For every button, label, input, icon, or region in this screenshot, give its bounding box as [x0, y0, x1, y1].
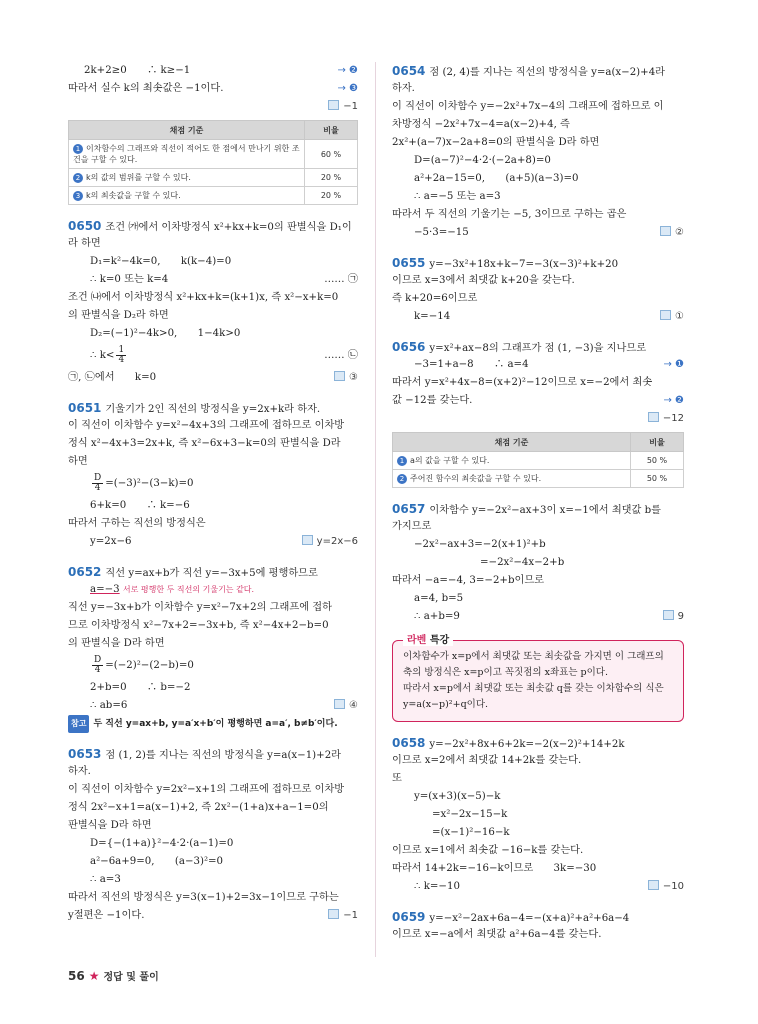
- problem-number: 0656: [392, 340, 426, 354]
- text-line: 6+k=0 ∴ k=−6: [90, 500, 190, 511]
- text-line: D={−(1+a)}²−4·2·(a−1)=0: [90, 838, 234, 849]
- text-line: 따라서 −a=−4, 3=−2+b이므로: [392, 575, 545, 586]
- text-line: $\frac{D}{4}$ =(−3)²−(3−k)=0: [94, 472, 194, 493]
- problem-0655: 0655 y=−3x²+18x+k−7=−3(x−3)²+k+20: [392, 256, 619, 270]
- answer-badge: 9: [663, 608, 684, 626]
- text-line: 따라서 실수 k의 최솟값은 −1이다. → ❸: [68, 80, 358, 98]
- table-row: 1 a의 값을 구할 수 있다. 50 %: [393, 452, 684, 470]
- answer-badge: −10: [648, 878, 684, 896]
- text-line: k=−14 ①: [392, 308, 684, 326]
- answer-icon: [334, 371, 345, 381]
- text-line: 이 직선이 이차함수 y=2x²−x+1의 그래프에 접하므로 이차방: [68, 784, 345, 795]
- problem-0654: 0654 점 (2, 4)를 지나는 직선의 방정식을 y=a(x−2)+4라: [392, 64, 666, 78]
- text-line: ∴ k< $\frac{1}{4}$ …… ㉡: [68, 343, 358, 369]
- scoring-table: [392, 432, 684, 488]
- text-line: ∴ a=−5 또는 a=3: [414, 191, 501, 202]
- step-marker: → ❷: [663, 395, 684, 406]
- text-line: −2x²−ax+3=−2(x+1)²+b: [414, 539, 546, 550]
- answer-badge: −1: [328, 98, 358, 116]
- text-line: 차방정식 −2x²+7x−4=a(x−2)+4, 즉: [392, 119, 570, 130]
- text-line: a²−6a+9=0, (a−3)²=0: [90, 856, 224, 867]
- answer-icon: [660, 310, 671, 320]
- equation-tag: …… ㉡: [324, 350, 358, 361]
- text-line: ∴ k=−10 −10: [392, 878, 684, 896]
- problem-number: 0652: [68, 565, 102, 579]
- text-line: −5·3=−15 ②: [392, 224, 684, 242]
- text-line: 따라서 14+2k=−16−k이므로 3k=−30: [392, 863, 597, 874]
- text-line: 따라서 구하는 직선의 방정식은: [68, 518, 206, 529]
- tip-line: y=a(x−p)²+q이다.: [403, 699, 489, 710]
- scoring-table: [68, 120, 358, 205]
- table-row: 2 k의 값의 범위를 구할 수 있다. 20 %: [69, 169, 358, 187]
- text-line: y절편은 −1이다. −1: [68, 907, 358, 925]
- text-line: 이므로 x=−a에서 최댓값 a²+6a−4를 갖는다.: [392, 929, 602, 940]
- answer-badge: ③: [334, 369, 358, 387]
- text-line: ∴ a+b=9 9: [392, 608, 684, 626]
- text-line: 정식 x²−4x+3=2x+k, 즉 x²−6x+3−k=0의 판별식을 D라: [68, 438, 341, 449]
- text-line: 하자.: [392, 83, 415, 94]
- text-line: y=2x−6 y=2x−6: [68, 533, 358, 551]
- text-line: a=−3 서로 평행한 두 직선의 기울기는 같다.: [90, 584, 255, 595]
- problem-0651: 0651 기울기가 2인 직선의 방정식을 y=2x+k라 하자.: [68, 401, 321, 415]
- step-marker: → ❶: [663, 359, 684, 370]
- answer-icon: [648, 412, 659, 422]
- reference-tag: 참고: [68, 715, 89, 733]
- text-line: a²+2a−15=0, (a+5)(a−3)=0: [414, 173, 579, 184]
- side-note: 서로 평행한 두 직선의 기울기는 같다.: [122, 585, 255, 594]
- fraction: $\frac{D}{4}$: [94, 654, 102, 675]
- equation-tag: …… ㉠: [324, 274, 358, 285]
- answer-icon: [328, 909, 339, 919]
- text-line: ∴ a=3: [90, 874, 121, 885]
- fraction: $\frac{1}{4}$: [118, 344, 125, 365]
- text-line: =−2x²−4x−2+b: [480, 557, 565, 568]
- answer-badge: ①: [660, 308, 684, 326]
- fraction: $\frac{D}{4}$: [94, 472, 102, 493]
- text-line: $\frac{D}{4}$ =(−2)²−(2−b)=0: [94, 654, 194, 675]
- answer-line: [68, 98, 358, 116]
- page-number: 56: [68, 969, 85, 983]
- problem-0653: 0653 점 (1, 2)를 지나는 직선의 방정식을 y=a(x−1)+2라: [68, 747, 342, 761]
- text-line: y=(x+3)(x−5)−k: [414, 791, 501, 802]
- text-line: =x²−2x−15−k: [432, 809, 508, 820]
- step-marker: → ❸: [337, 83, 358, 94]
- text-line: 2x²+(a−7)x−2a+8=0의 판별식을 D라 하면: [392, 137, 600, 148]
- problem-number: 0654: [392, 64, 426, 78]
- text-line: =(x−1)²−16−k: [432, 827, 510, 838]
- column-divider: [375, 62, 376, 957]
- answer-badge: ④: [334, 697, 358, 715]
- text-line: 의 판별식을 D₂라 하면: [68, 310, 169, 321]
- table-row: 1 이차함수의 그래프와 직선이 적어도 한 점에서 만나기 위한 조건을 구할 수 있다. 60 %: [69, 140, 358, 169]
- problem-number: 0650: [68, 219, 102, 233]
- table-header: 채점 기준: [393, 433, 631, 452]
- problem-number: 0659: [392, 910, 426, 924]
- answer-badge: −1: [328, 907, 358, 925]
- text-line: 따라서 두 직선의 기울기는 −5, 3이므로 구하는 곱은: [392, 209, 627, 220]
- problem-0657: 0657 이차함수 y=−2x²−ax+3이 x=−1에서 최댓값 b를: [392, 502, 661, 516]
- text-line: ∴ k=0 또는 k=4 …… ㉠: [68, 271, 358, 289]
- circle-number-icon: 2: [397, 474, 407, 484]
- step-marker: → ❷: [337, 65, 358, 76]
- text-line: 하면: [68, 456, 88, 467]
- tip-title: 라벤 특강: [403, 631, 453, 646]
- text-line: 판별식을 D라 하면: [68, 820, 152, 831]
- answer-icon: [663, 610, 674, 620]
- page-footer: [68, 968, 159, 983]
- answer-line: [392, 410, 684, 428]
- text-line: 라 하면: [68, 238, 101, 249]
- table-row: 3 k의 최솟값을 구할 수 있다. 20 %: [69, 187, 358, 205]
- text-line: 이 직선이 이차함수 y=−2x²+7x−4의 그래프에 접하므로 이: [392, 101, 664, 112]
- answer-badge: −12: [648, 410, 684, 428]
- text-line: 가지므로: [392, 521, 432, 532]
- circle-number-icon: 1: [397, 456, 407, 466]
- problem-0656: 0656 y=x²+ax−8의 그래프가 점 (1, −3)을 지나므로: [392, 340, 647, 354]
- problem-number: 0657: [392, 502, 426, 516]
- circle-number-icon: 1: [73, 144, 83, 154]
- text-line: D=(a−7)²−4·2·(−2a+8)=0: [414, 155, 551, 166]
- right-column: [392, 62, 684, 944]
- left-column: [68, 62, 358, 925]
- text-line: D₂=(−1)²−4k>0, 1−4k>0: [90, 328, 241, 339]
- circle-number-icon: 3: [73, 191, 83, 201]
- answer-icon: [334, 699, 345, 709]
- circle-number-icon: 2: [73, 173, 83, 183]
- tip-line: 축의 방정식은 x=p이고 꼭짓점의 x좌표는 p이다.: [403, 667, 608, 678]
- answer-icon: [328, 100, 339, 110]
- text-line: 므로 이차방정식 x²−7x+2=−3x+b, 즉 x²−4x+2−b=0: [68, 620, 329, 631]
- text-line: 이므로 x=3에서 최댓값 k+20을 갖는다.: [392, 275, 575, 286]
- text-line: 2k+2≥0 ∴ k≥−1 → ❷: [68, 62, 358, 80]
- text-line: 따라서 직선의 방정식은 y=3(x−1)+2=3x−1이므로 구하는: [68, 892, 339, 903]
- text-line: D₁=k²−4k=0, k(k−4)=0: [90, 256, 232, 267]
- tip-line: 이차함수가 x=p에서 최댓값 또는 최솟값을 가지면 이 그래프의: [403, 651, 664, 662]
- problem-number: 0655: [392, 256, 426, 270]
- problem-0659: 0659 y=−x²−2ax+6a−4=−(x+a)²+a²+6a−4: [392, 910, 630, 924]
- reference-note: 참고 두 직선 y=ax+b, y=a′x+b′이 평행하면 a=a′, b≠b′이다.: [68, 715, 358, 733]
- problem-0650: 0650 조건 ㈎에서 이차방정식 x²+kx+k=0의 판별식을 D₁이: [68, 219, 352, 233]
- problem-0652: 0652 직선 y=ax+b가 직선 y=−3x+5에 평행하므로: [68, 565, 318, 579]
- text-line: 의 판별식을 D라 하면: [68, 638, 165, 649]
- text-line: 정식 2x²−x+1=a(x−1)+2, 즉 2x²−(1+a)x+a−1=0의: [68, 802, 329, 813]
- answer-icon: [648, 880, 659, 890]
- table-header: 비율: [631, 433, 684, 452]
- tip-box: [392, 635, 684, 722]
- text-line: ∴ ab=6 ④: [68, 697, 358, 715]
- text-line: 직선 y=−3x+b가 이차함수 y=x²−7x+2의 그래프에 접하: [68, 602, 332, 613]
- footer-label: 정답 및 풀이: [103, 972, 159, 983]
- text-line: a=4, b=5: [414, 593, 464, 604]
- text-line: 이므로 x=1에서 최솟값 −16−k를 갖는다.: [392, 845, 584, 856]
- text-line: 하자.: [68, 766, 91, 777]
- text-line: 또: [392, 773, 402, 784]
- table-header: 채점 기준: [69, 121, 305, 140]
- star-icon: ★: [88, 969, 100, 983]
- table-row: 2 주어진 함수의 최솟값을 구할 수 있다. 50 %: [393, 470, 684, 488]
- text-line: 2+b=0 ∴ b=−2: [90, 682, 191, 693]
- tip-line: 따라서 x=p에서 최댓값 또는 최솟값 q를 갖는 이차함수의 식은: [403, 683, 664, 694]
- problem-number: 0658: [392, 736, 426, 750]
- answer-icon: [302, 535, 313, 545]
- text-line: 값 −12를 갖는다. → ❷: [392, 392, 684, 410]
- text-line: −3=1+a−8 ∴ a=4 → ❶: [392, 356, 684, 374]
- problem-0658: 0658 y=−2x²+8x+6+2k=−2(x−2)²+14+2k: [392, 736, 625, 750]
- text-line: 이 직선이 이차함수 y=x²−4x+3의 그래프에 접하므로 이차방: [68, 420, 345, 431]
- table-header: 비율: [305, 121, 358, 140]
- text-line: 따라서 y=x²+4x−8=(x+2)²−12이므로 x=−2에서 최솟: [392, 377, 653, 388]
- text-line: 이므로 x=2에서 최댓값 14+2k를 갖는다.: [392, 755, 582, 766]
- text-line: ㉠, ㉡에서 k=0 ③: [68, 369, 358, 387]
- answer-badge: ②: [660, 224, 684, 242]
- text-line: 조건 ㈏에서 이차방정식 x²+kx+k=(k+1)x, 즉 x²−x+k=0: [68, 292, 339, 303]
- problem-number: 0653: [68, 747, 102, 761]
- problem-number: 0651: [68, 401, 102, 415]
- text-line: 즉 k+20=6이므로: [392, 293, 478, 304]
- answer-icon: [660, 226, 671, 236]
- answer-badge: y=2x−6: [302, 533, 358, 551]
